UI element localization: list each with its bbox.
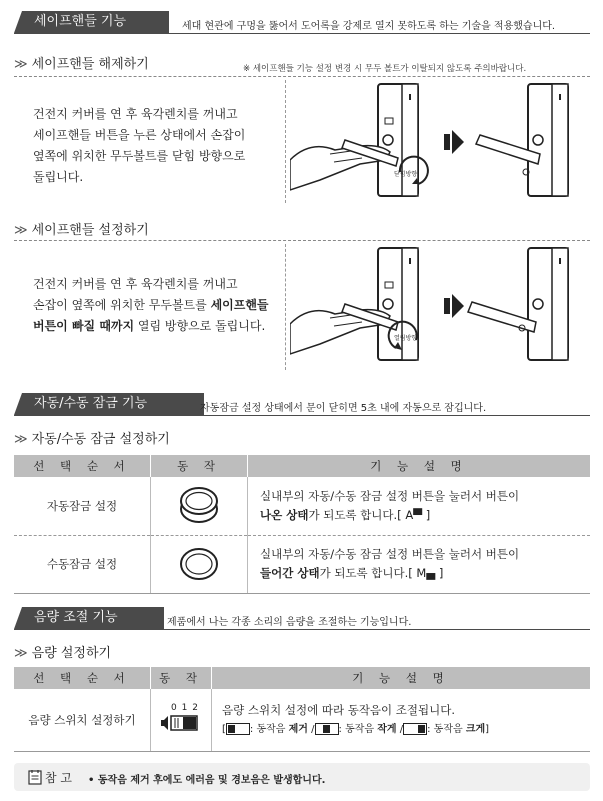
arrow-label-close: 닫힘방향 [394, 171, 418, 178]
arrow-label-open: 열림방향 [394, 335, 418, 342]
section-divider [14, 629, 590, 630]
table-row [14, 477, 590, 535]
subsection-title-volume: ≫ 음량 설정하기 [14, 646, 112, 661]
section-desc-safe-handle: 세대 현관에 구멍을 뚫어서 도어록을 강제로 열지 못하도록 하는 기술을 적용했습니다. [182, 21, 556, 32]
row-order: 음량 스위치 설정하기 [14, 689, 151, 751]
header-action: 동 작 [151, 667, 212, 689]
reference-label: 참 고 [45, 771, 72, 785]
release-note: ※ 세이프핸들 기능 설정 변경 시 무두 볼트가 이탈되지 않도록 주의바랍니다. [243, 64, 527, 74]
section-tab-safe-handle: 세이프핸들 기능 [14, 11, 169, 33]
section-divider [14, 33, 590, 34]
volume-switch-icon: 0 1 2 [151, 689, 212, 751]
row-order: 수동잠금 설정 [14, 535, 151, 593]
divider [285, 244, 286, 370]
chevron-icon: ≫ [14, 432, 28, 447]
row-order: 자동잠금 설정 [14, 477, 151, 535]
row-description: 실내부의 자동/수동 잠금 설정 버튼을 눌러서 버튼이 들어간 상태가 되도록 합니다.[ M▄ ] [248, 535, 591, 593]
setup-illustration [290, 244, 590, 370]
note-icon [28, 769, 42, 785]
header-description: 기 능 설 명 [248, 455, 591, 477]
chevron-icon: ≫ [14, 57, 28, 72]
chevron-icon: ≫ [14, 223, 28, 238]
chevron-icon: ≫ [14, 646, 28, 661]
header-order: 선 택 순 서 [14, 667, 151, 689]
switch-pos-2-icon [403, 723, 427, 735]
section-tab-volume: 음량 조절 기능 [14, 607, 164, 629]
divider [285, 80, 286, 203]
setup-instructions: 건전지 커버를 연 후 육각렌치를 꺼내고 손잡이 옆쪽에 위치한 무두볼트를 세이프핸들 버튼이 빠질 때까지 열림 방향으로 돌립니다. [33, 277, 269, 333]
header-order: 선 택 순 서 [14, 455, 151, 477]
divider [14, 76, 590, 77]
subsection-title-setup: ≫ 세이프핸들 설정하기 [14, 223, 149, 238]
volume-table [14, 667, 590, 752]
reference-text: • 동작음 제거 후에도 에러음 및 경보음은 발생합니다. [88, 775, 326, 786]
section-divider [14, 415, 590, 416]
auto-lock-table [14, 455, 590, 594]
header-action: 동 작 [151, 455, 248, 477]
button-out-icon [151, 477, 248, 535]
row-description: 실내부의 자동/수동 잠금 설정 버튼을 눌러서 버튼이 나온 상태가 되도록 합니다.[ A▀ ] [248, 477, 591, 535]
switch-pos-1-icon [315, 723, 339, 735]
table-row [14, 689, 590, 751]
section-desc-volume: 제품에서 나는 각종 소리의 음량을 조절하는 기능입니다. [167, 617, 412, 628]
switch-pos-0-icon [226, 723, 250, 735]
divider [14, 240, 590, 241]
subsection-title-release: ≫ 세이프핸들 해제하기 [14, 57, 149, 72]
reference-box [14, 763, 590, 791]
table-row [14, 535, 590, 593]
section-tab-auto-lock: 자동/수동 잠금 기능 [14, 393, 204, 415]
subsection-title-auto-lock: ≫ 자동/수동 잠금 설정하기 [14, 432, 170, 447]
section-desc-auto-lock: 자동잠금 설정 상태에서 문이 닫히면 5초 내에 자동으로 잠깁니다. [200, 403, 487, 414]
release-illustration [290, 80, 590, 203]
release-instructions: 건전지 커버를 연 후 육각렌치를 꺼내고 세이프핸들 버튼을 누른 상태에서 손잡이 옆쪽에 위치한 무두볼트를 닫힘 방향으로 돌립니다. [33, 107, 246, 184]
row-description: 음량 스위치 설정에 따라 동작음이 조절됩니다. [ : 동작음 제거 / : 동작음 작게 / : 동작음 크게] [212, 689, 591, 751]
button-in-icon [151, 535, 248, 593]
header-description: 기 능 설 명 [212, 667, 591, 689]
